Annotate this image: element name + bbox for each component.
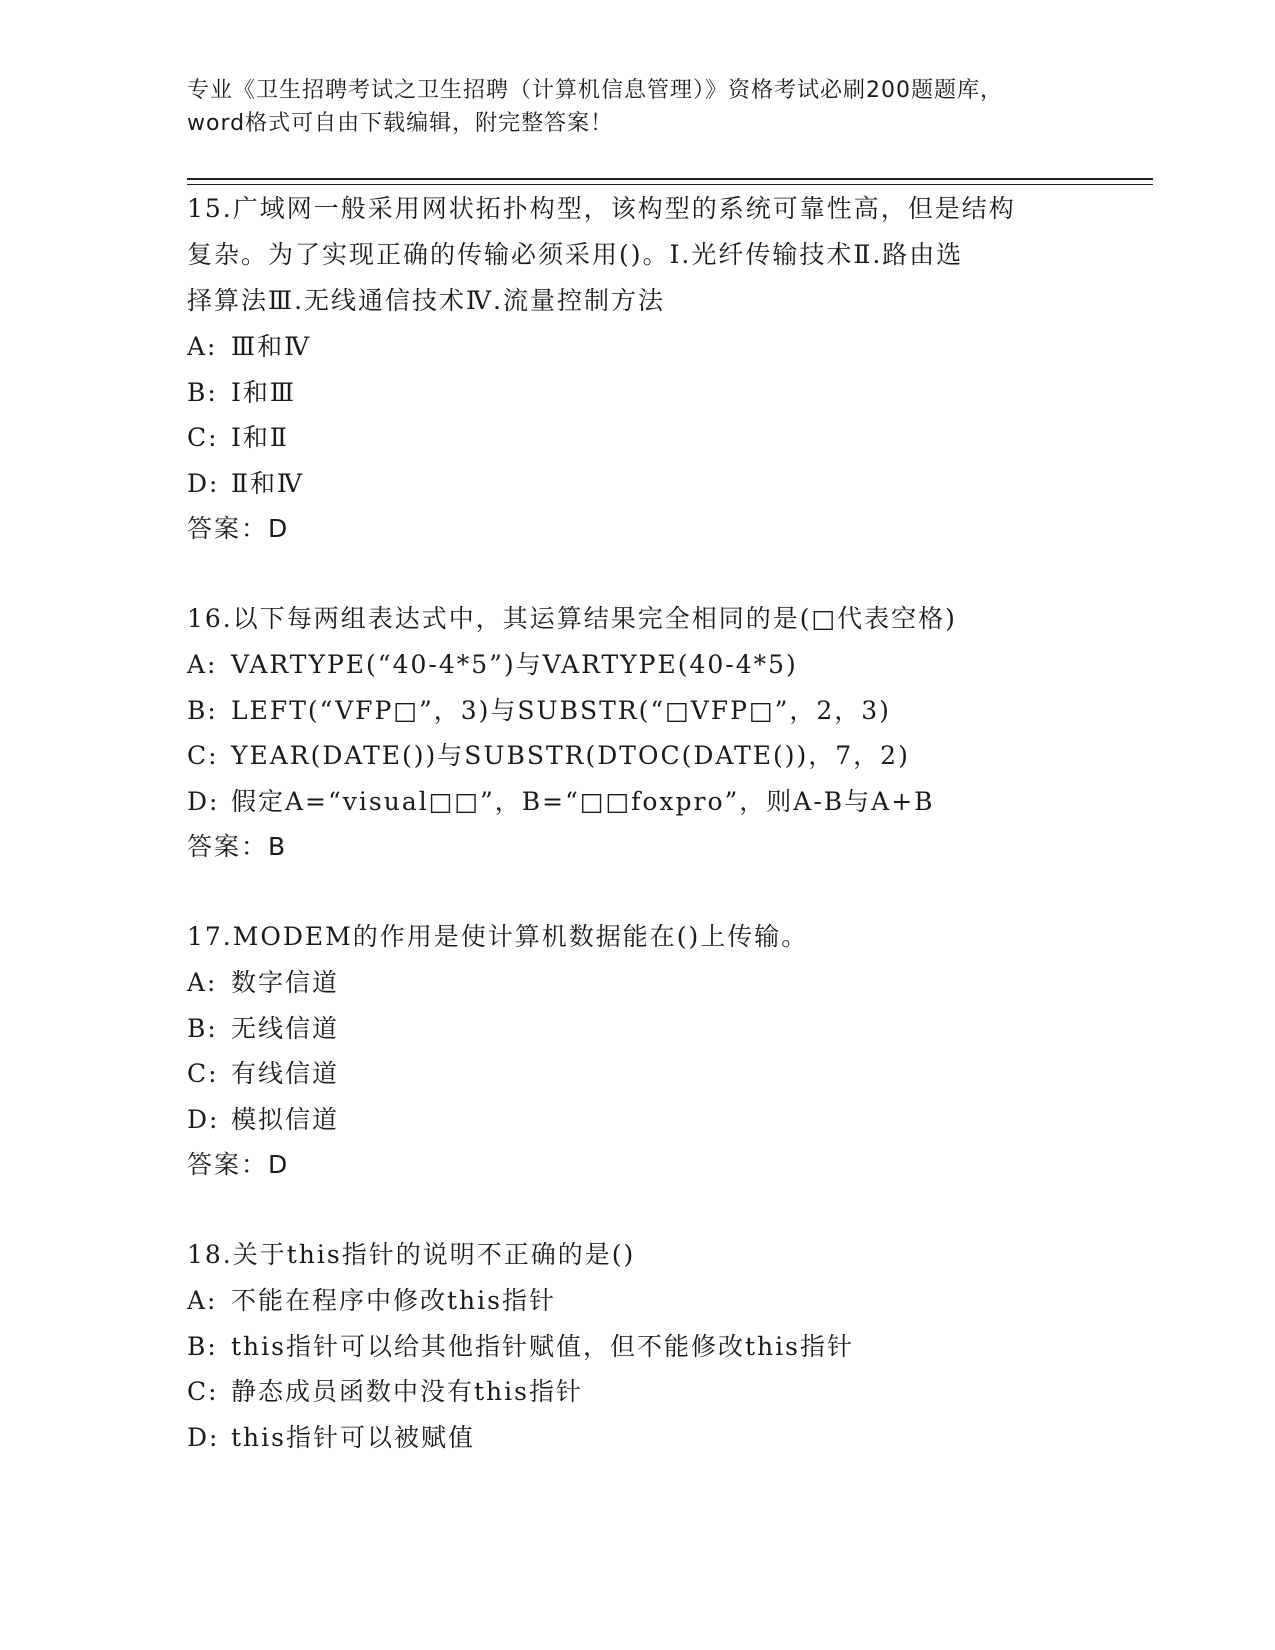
header-line-1: 专业《卫生招聘考试之卫生招聘（计算机信息管理）》资格考试必刷200题题库， xyxy=(187,78,1003,103)
option-b xyxy=(187,688,1087,734)
question-18 xyxy=(187,1232,1087,1460)
question-stem-line: 复杂。为了实现正确的传输必须采用()。Ⅰ.光纤传输技术Ⅱ.路由选 xyxy=(187,240,964,269)
header-line-2: word格式可自由下载编辑，附完整答案！ xyxy=(187,111,614,136)
option-label: A: xyxy=(187,1286,218,1315)
option-label: C: xyxy=(187,1059,219,1088)
question-stem-line: 15.广域网一般采用网状拓扑构型，该构型的系统可靠性高，但是结构 xyxy=(187,194,1016,223)
option-label: D: xyxy=(187,1104,220,1134)
option-d xyxy=(187,461,1087,507)
option-label: B: xyxy=(187,1331,218,1361)
option-text: 有线信道 xyxy=(231,1059,340,1088)
question-16 xyxy=(187,596,1087,870)
option-b xyxy=(187,1324,1087,1370)
option-label: D: xyxy=(187,786,220,816)
option-text: Ⅰ和Ⅲ xyxy=(231,377,296,407)
option-label: A: xyxy=(187,650,218,679)
answer-line: 答案：D xyxy=(187,514,290,543)
option-label: B: xyxy=(187,377,218,407)
option-b xyxy=(187,370,1087,416)
question-17 xyxy=(187,914,1087,1188)
option-text: 不能在程序中修改this指针 xyxy=(231,1286,556,1315)
option-label: D: xyxy=(187,468,220,498)
option-a xyxy=(187,642,1087,688)
option-text: Ⅱ和Ⅳ xyxy=(231,468,304,498)
option-d xyxy=(187,1097,1087,1143)
option-text: VARTYPE(“40-4*5”)与VARTYPE(40-4*5) xyxy=(231,650,798,679)
answer-line: 答案：B xyxy=(187,832,288,861)
option-a xyxy=(187,960,1087,1006)
option-label: A: xyxy=(187,332,218,361)
question-15 xyxy=(187,186,1087,552)
header-divider xyxy=(187,178,1153,180)
option-text: 无线信道 xyxy=(231,1013,340,1043)
option-c xyxy=(187,733,1087,779)
option-label: B: xyxy=(187,1013,218,1043)
option-a xyxy=(187,324,1087,370)
question-stem-line: 择算法Ⅲ.无线通信技术Ⅳ.流量控制方法 xyxy=(187,286,665,315)
option-text: 数字信道 xyxy=(231,968,340,997)
option-c xyxy=(187,1369,1087,1415)
header-divider-thin xyxy=(187,184,1153,185)
question-stem-line: 18.关于this指针的说明不正确的是() xyxy=(187,1240,636,1269)
option-label: B: xyxy=(187,695,218,725)
document-header xyxy=(187,74,1087,140)
option-text: Ⅲ和Ⅳ xyxy=(231,332,312,361)
option-text: this指针可以被赋值 xyxy=(231,1422,475,1452)
option-text: 假定A=“visual□□”，B=“□□foxpro”，则A-B与A+B xyxy=(231,786,935,816)
option-a xyxy=(187,1278,1087,1324)
option-text: YEAR(DATE())与SUBSTR(DTOC(DATE())，7，2) xyxy=(231,741,910,770)
option-text: Ⅰ和Ⅱ xyxy=(231,423,289,452)
option-label: A: xyxy=(187,968,218,997)
option-label: C: xyxy=(187,741,219,770)
option-d xyxy=(187,779,1087,825)
question-stem-line: 16.以下每两组表达式中，其运算结果完全相同的是(□代表空格) xyxy=(187,604,957,633)
option-text: this指针可以给其他指针赋值，但不能修改this指针 xyxy=(231,1331,854,1361)
option-text: LEFT(“VFP□”，3)与SUBSTR(“□VFP□”，2，3) xyxy=(231,695,891,725)
option-d xyxy=(187,1415,1087,1461)
option-label: C: xyxy=(187,423,219,452)
question-list xyxy=(187,186,1087,1460)
option-c xyxy=(187,415,1087,461)
option-text: 静态成员函数中没有this指针 xyxy=(231,1377,583,1406)
option-text: 模拟信道 xyxy=(231,1104,340,1134)
option-b xyxy=(187,1006,1087,1052)
answer-line: 答案：D xyxy=(187,1150,290,1179)
question-stem-line: 17.MODEM的作用是使计算机数据能在()上传输。 xyxy=(187,922,809,951)
option-c xyxy=(187,1051,1087,1097)
option-label: D: xyxy=(187,1422,220,1452)
option-label: C: xyxy=(187,1377,219,1406)
